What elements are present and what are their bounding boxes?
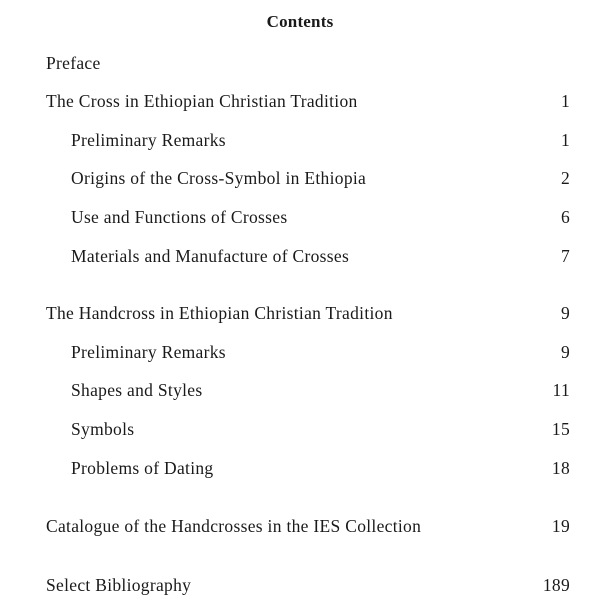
- toc-entry-preface[interactable]: [0, 51, 600, 75]
- toc-entry-label: Preface: [46, 53, 101, 73]
- toc-entry-origins[interactable]: [0, 166, 600, 190]
- toc-entry-page: 15: [551, 419, 570, 439]
- toc-entry-label: Select Bibliography: [46, 575, 192, 595]
- toc-entry-label: Shapes and Styles: [71, 380, 203, 400]
- toc-entry-page: 189: [542, 575, 570, 595]
- toc-entry-catalogue[interactable]: [0, 514, 600, 538]
- toc-entry-page: 9: [560, 342, 570, 362]
- toc-entry-dating[interactable]: [0, 456, 600, 480]
- toc-entry-materials[interactable]: [0, 244, 600, 268]
- toc-entry-page: 2: [560, 168, 570, 188]
- toc-entry-preliminary-remarks-2[interactable]: [0, 340, 600, 364]
- toc-entry-page: 19: [551, 516, 570, 536]
- toc-entry-label: Symbols: [71, 419, 135, 439]
- toc-entry-label: Preliminary Remarks: [71, 342, 226, 362]
- toc-entry-bibliography[interactable]: [0, 573, 600, 597]
- toc-entry-page: 1: [560, 91, 570, 111]
- toc-entry-label: The Handcross in Ethiopian Christian Tradition: [46, 303, 393, 323]
- toc-entry-symbols[interactable]: [0, 417, 600, 441]
- toc-entry-label: Origins of the Cross-Symbol in Ethiopia: [71, 168, 367, 188]
- toc-entry-page: 18: [551, 458, 570, 478]
- toc-entry-page: 1: [560, 130, 570, 150]
- toc-entry-label: Preliminary Remarks: [71, 130, 226, 150]
- toc-entry-use-functions[interactable]: [0, 205, 600, 229]
- toc-entry-handcross-tradition[interactable]: [0, 301, 600, 325]
- page-title: Contents: [266, 12, 334, 31]
- toc-entry-shapes-styles[interactable]: [0, 378, 600, 402]
- toc-entry-label: The Cross in Ethiopian Christian Tradition: [46, 91, 358, 111]
- toc-entry-preliminary-remarks-1[interactable]: [0, 128, 600, 152]
- toc-entry-page: 7: [560, 246, 570, 266]
- toc-entry-cross-tradition[interactable]: [0, 89, 600, 113]
- toc-entry-label: Use and Functions of Crosses: [71, 207, 288, 227]
- toc-entry-label: Materials and Manufacture of Crosses: [71, 246, 350, 266]
- toc-entry-label: Problems of Dating: [71, 458, 214, 478]
- toc-entry-page: 11: [552, 380, 570, 400]
- toc-entry-page: 9: [560, 303, 570, 323]
- toc-entry-label: Catalogue of the Handcrosses in the IES Collection: [46, 516, 422, 536]
- toc-entry-page: 6: [560, 207, 570, 227]
